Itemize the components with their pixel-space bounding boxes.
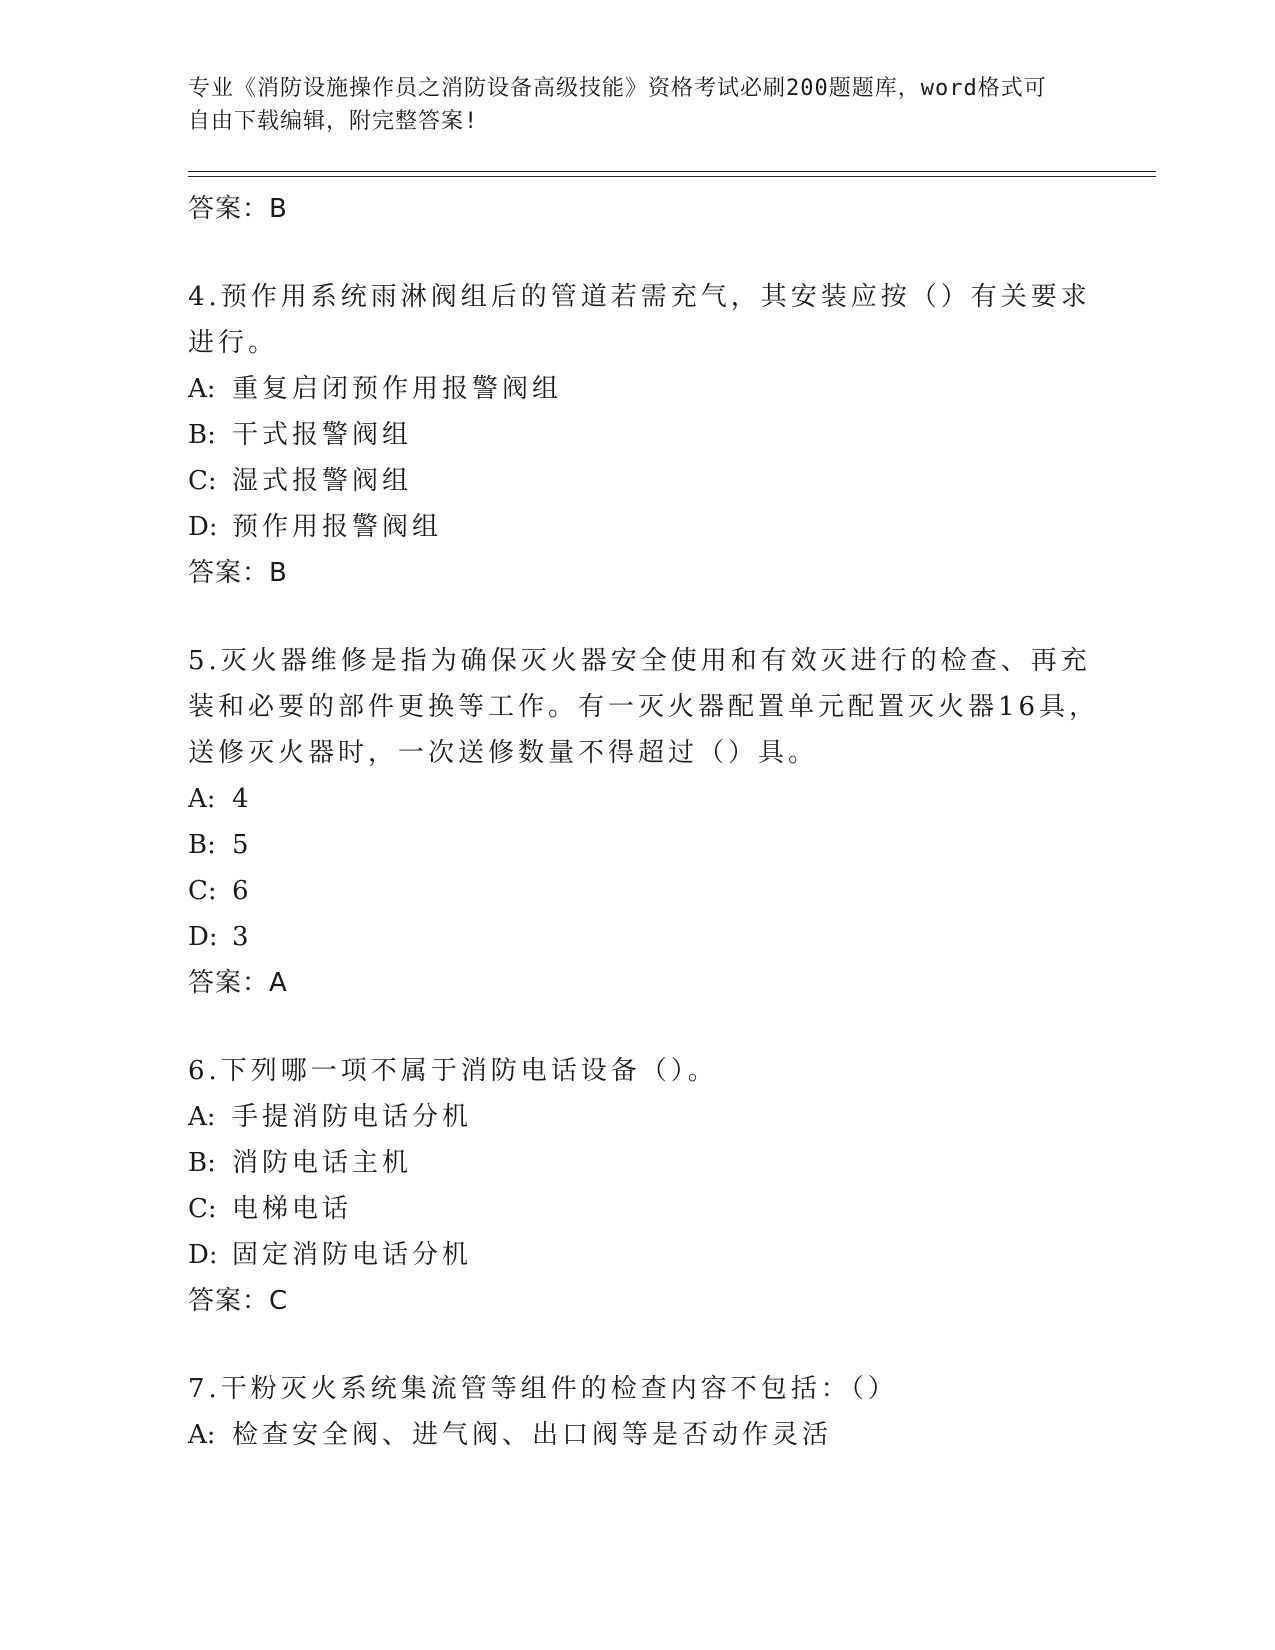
- answer-line: 答案：B: [188, 558, 288, 588]
- question-block: [188, 1366, 1108, 1458]
- question-list: [188, 186, 1108, 1458]
- question-text: 5.灭火器维修是指为确保灭火器安全使用和有效灭进行的检查、再充装和必要的部件更换等工作。有一灭火器配置单元配置灭火器16具，送修灭火器时，一次送修数量不得超过（）具。: [188, 646, 1100, 768]
- answer-line: 答案：A: [188, 968, 288, 998]
- option-letter: D:: [188, 922, 218, 952]
- option-b: [188, 1140, 1108, 1186]
- option-letter: C:: [188, 466, 217, 496]
- question-text: 6.下列哪一项不属于消防电话设备（）。: [188, 1056, 718, 1086]
- option-text: 3: [232, 922, 253, 952]
- option-letter: A:: [188, 784, 216, 814]
- option-letter: C:: [188, 876, 217, 906]
- option-letter: A:: [188, 1102, 216, 1132]
- option-letter: B:: [188, 1148, 216, 1178]
- option-text: 电梯电话: [232, 1194, 353, 1224]
- option-c: [188, 458, 1108, 504]
- option-c: [188, 868, 1108, 914]
- option-text: 重复启闭预作用报警阀组: [232, 374, 563, 404]
- option-a: [188, 366, 1108, 412]
- option-text: 6: [232, 876, 253, 906]
- option-letter: D:: [188, 1240, 218, 1270]
- option-d: [188, 914, 1108, 960]
- option-text: 消防电话主机: [232, 1148, 413, 1178]
- option-text: 手提消防电话分机: [232, 1102, 473, 1132]
- header-title: 专业《消防设施操作员之消防设备高级技能》资格考试必刷200题题库，word格式可自由下载编辑，附完整答案!: [188, 76, 1047, 134]
- option-text: 检查安全阀、进气阀、出口阀等是否动作灵活: [232, 1420, 833, 1450]
- option-text: 预作用报警阀组: [232, 512, 443, 542]
- option-d: [188, 504, 1108, 550]
- header-rule-bottom: [188, 176, 1156, 177]
- question-block: [188, 638, 1108, 1006]
- option-letter: A:: [188, 374, 216, 404]
- option-letter: D:: [188, 512, 218, 542]
- option-letter: A:: [188, 1420, 216, 1450]
- option-c: [188, 1186, 1108, 1232]
- question-text: 4.预作用系统雨淋阀组后的管道若需充气，其安装应按（）有关要求进行。: [188, 282, 1091, 358]
- option-text: 湿式报警阀组: [232, 466, 413, 496]
- document-header: [188, 72, 1068, 138]
- option-a: [188, 776, 1108, 822]
- question-block: [188, 1048, 1108, 1324]
- option-letter: C:: [188, 1194, 217, 1224]
- answer-line: 答案：B: [188, 194, 288, 224]
- option-a: [188, 1412, 1108, 1458]
- option-a: [188, 1094, 1108, 1140]
- option-letter: B:: [188, 830, 216, 860]
- option-d: [188, 1232, 1108, 1278]
- question-block: [188, 274, 1108, 596]
- option-text: 4: [232, 784, 253, 814]
- option-letter: B:: [188, 420, 216, 450]
- option-text: 干式报警阀组: [232, 420, 413, 450]
- header-rule-top: [188, 171, 1156, 172]
- answer-line: 答案：C: [188, 1286, 289, 1316]
- option-b: [188, 822, 1108, 868]
- option-text: 固定消防电话分机: [232, 1240, 473, 1270]
- option-text: 5: [232, 830, 253, 860]
- option-b: [188, 412, 1108, 458]
- question-text: 7.干粉灭火系统集流管等组件的检查内容不包括：（）: [188, 1374, 898, 1404]
